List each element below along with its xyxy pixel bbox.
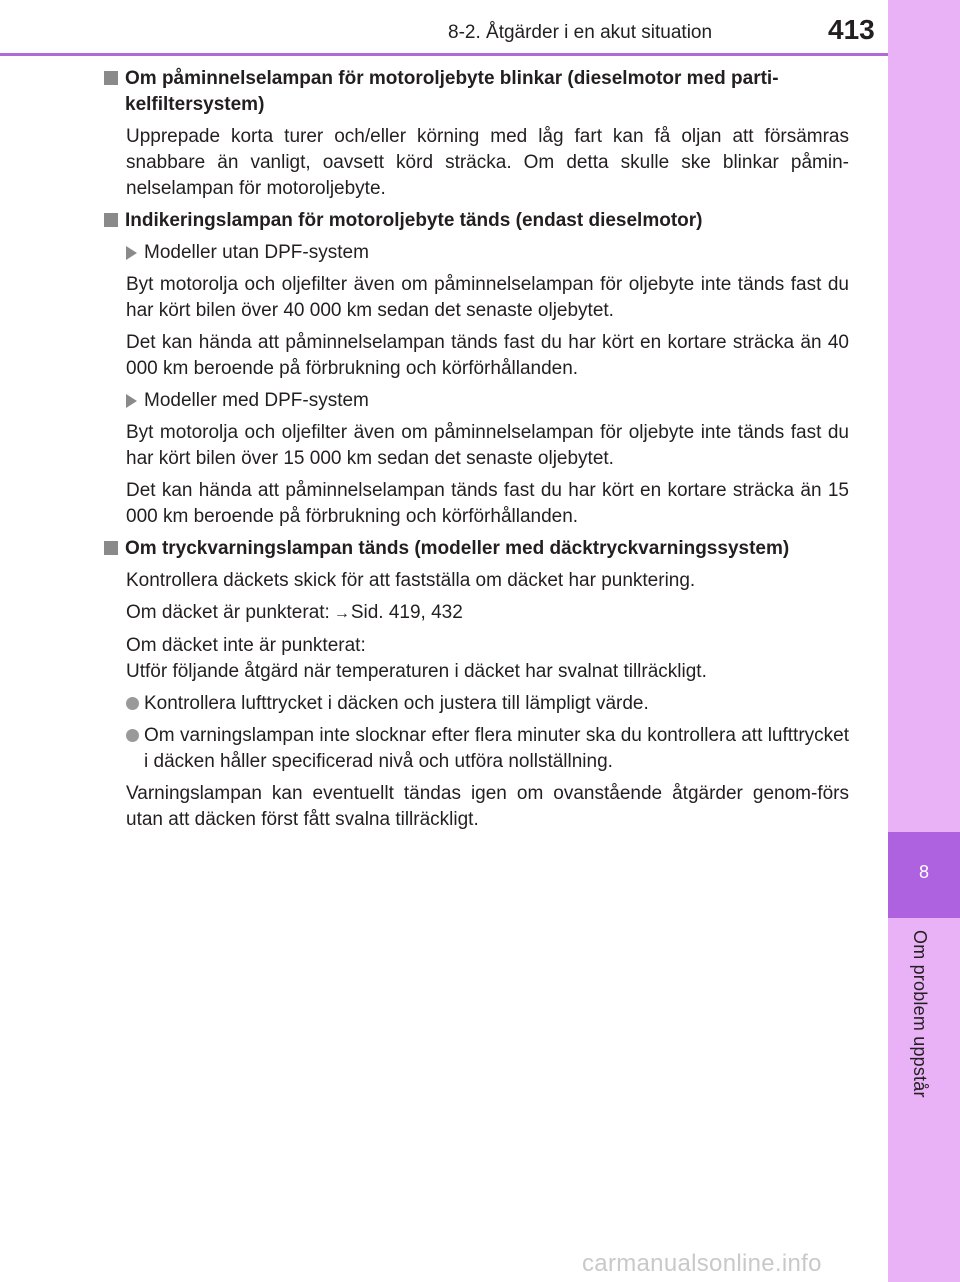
paragraph: Kontrollera däckets skick för att fastställa om däcket har punktering. <box>126 570 696 591</box>
square-bullet-icon <box>104 541 118 555</box>
sub-heading-text: Modeller med DPF-system <box>144 390 369 411</box>
arrow-right-icon: → <box>333 605 350 622</box>
paragraph: Byt motorolja och oljefilter även om påminnelselampan för oljebyte inte tänds fast du har kört bilen över 40 000 km sedan det senaste oljebytet. <box>126 274 849 321</box>
page-content <box>104 66 849 839</box>
sub-heading <box>126 240 849 266</box>
paragraph-line: Utför följande åtgärd när temperaturen i däcket har svalnat tillräckligt. <box>126 661 707 682</box>
chapter-number: 8 <box>918 862 929 882</box>
sub-heading <box>126 388 849 414</box>
paragraph: Byt motorolja och oljefilter även om påminnelselampan för oljebyte inte tänds fast du har kört bilen över 15 000 km sedan det senaste oljebytet. <box>126 422 849 469</box>
sub-heading-text: Modeller utan DPF-system <box>144 242 369 263</box>
section-heading <box>104 536 849 562</box>
list-item-text: Kontrollera lufttrycket i däcken och justera till lämpligt värde. <box>144 693 649 714</box>
chapter-tab <box>888 832 960 918</box>
paragraph: Det kan hända att påminnelselampan tänds fast du har kört en kortare sträcka än 15 000 km beroende på förbrukning och körförhållanden. <box>126 480 849 527</box>
paragraph-line: Om däcket inte är punkterat: <box>126 635 366 656</box>
running-header: 8-2. Åtgärder i en akut situation <box>448 22 713 43</box>
header-rule <box>0 53 888 56</box>
section-heading-text: Indikeringslampan för motoroljebyte tänds (endast dieselmotor) <box>125 210 703 231</box>
list-item <box>126 691 849 717</box>
section-heading-text: Om påminnelselampan för motoroljebyte blinkar (dieselmotor med parti-kelfiltersystem) <box>125 68 779 115</box>
paragraph <box>126 633 849 685</box>
side-tab-upper <box>888 0 960 832</box>
page-number: 413 <box>828 14 875 45</box>
watermark: carmanualsonline.info <box>582 1250 822 1277</box>
list-item-text: Om varningslampan inte slocknar efter flera minuter ska du kontrollera att lufttrycket i däcken håller specificerad nivå och utföra nollställning. <box>144 725 849 772</box>
paragraph: Varningslampan kan eventuellt tändas igen om ovanstående åtgärder genom-förs utan att däcken först fått svalna tillräckligt. <box>126 783 849 830</box>
square-bullet-icon <box>104 213 118 227</box>
section-heading-text: Om tryckvarningslampan tänds (modeller med däcktryckvarningssystem) <box>125 538 790 559</box>
list-item <box>126 723 849 775</box>
section-heading <box>104 208 849 234</box>
triangle-marker-icon <box>126 246 137 260</box>
reference-line <box>126 600 849 627</box>
chapter-label: Om problem uppstår <box>910 930 930 1098</box>
section-heading <box>104 66 849 118</box>
paragraph: Upprepade korta turer och/eller körning med låg fart kan få oljan att försämras snabbare än vanligt, oavsett körd sträcka. Om detta skulle ske blinkar påmin-nelselampan för motoroljebyte. <box>126 126 849 199</box>
triangle-marker-icon <box>126 394 137 408</box>
circle-bullet-icon <box>126 697 139 710</box>
paragraph: Det kan hända att påminnelselampan tänds fast du har kört en kortare sträcka än 40 000 km beroende på förbrukning och körförhållanden. <box>126 332 849 379</box>
square-bullet-icon <box>104 71 118 85</box>
reference-prefix: Om däcket är punkterat: <box>126 602 330 623</box>
page-reference-link[interactable]: Sid. 419, 432 <box>350 602 463 623</box>
circle-bullet-icon <box>126 729 139 742</box>
